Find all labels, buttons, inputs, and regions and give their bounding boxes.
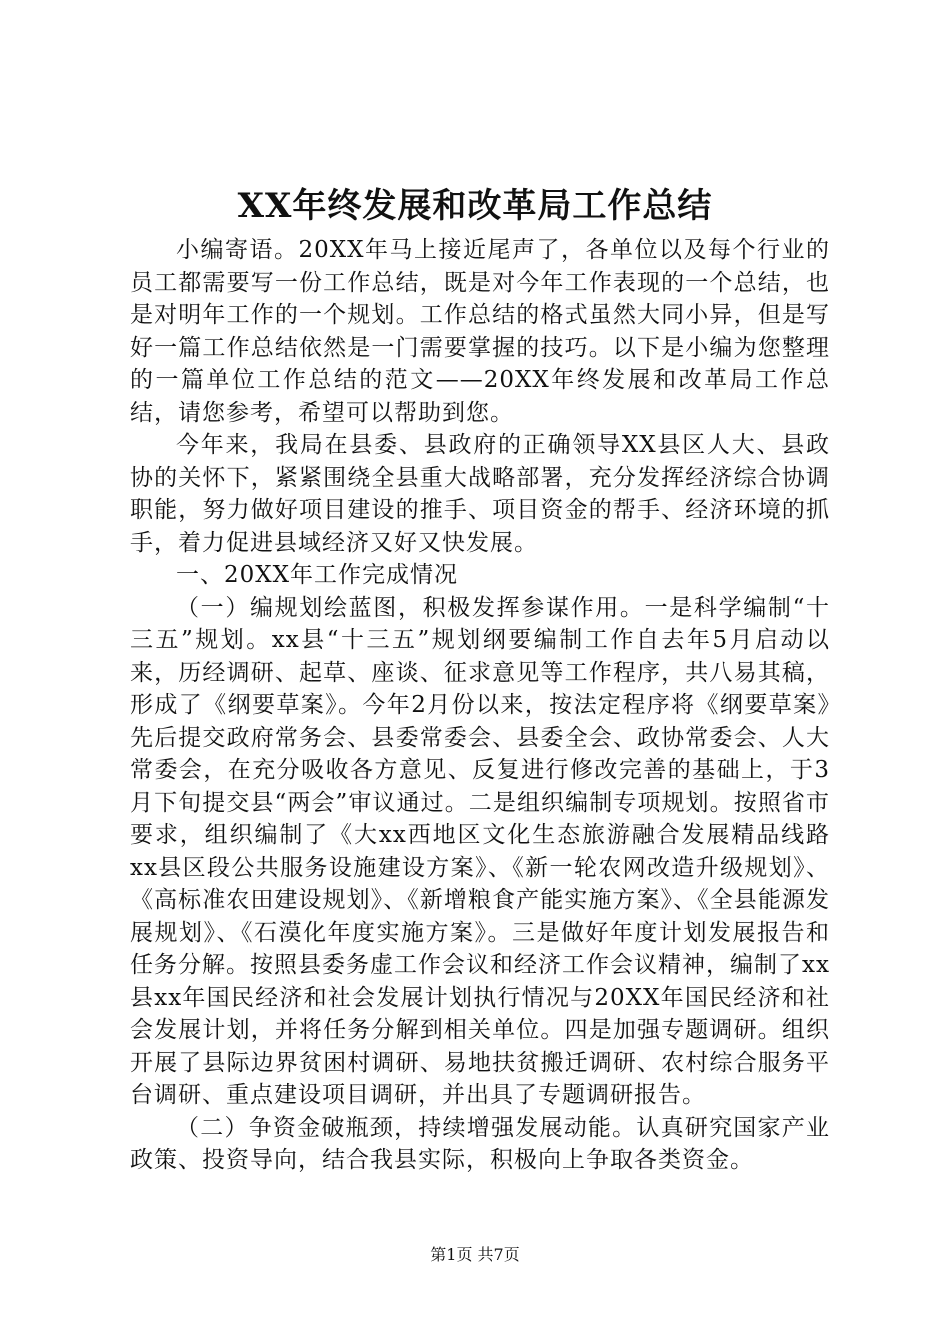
document-body (130, 234, 830, 1177)
section-heading: 一、20XX年工作完成情况 (176, 562, 459, 588)
subsection-1-paragraph: （一）编规划绘蓝图，积极发挥参谋作用。一是科学编制“十三五”规划。xx县“十三五”规划纲要编制工作自去年5月启动以来，历经调研、起草、座谈、征求意见等工作程序，共八易其稿，形成了《纲要草案》。今年2月份以来，按法定程序将《纲要草案》先后提交政府常务会、县委常委会、县委全会、政协常委会、人大常委会，在充分吸收各方意见、反复进行修改完善的基础上，于3月下旬提交县“两会”审议通过。二是组织编制专项规划。按照省市要求，组织编制了《大xx西地区文化生态旅游融合发展精品线路xx县区段公共服务设施建设方案》、《新一轮农网改造升级规划》、《高标准农田建设规划》、《新增粮食产能实施方案》、《全县能源发展规划》、《石漠化年度实施方案》。三是做好年度计划发展报告和任务分解。按照县委务虚工作会议和经济工作会议精神，编制了xx县xx年国民经济和社会发展计划执行情况与20XX年国民经济和社会发展计划，并将任务分解到相关单位。四是加强专题调研。组织开展了县际边界贫困村调研、易地扶贫搬迁调研、农村综合服务平台调研、重点建设项目调研，并出具了专题调研报告。 (130, 594, 830, 1108)
document-title: XX年终发展和改革局工作总结 (237, 186, 713, 226)
overview-paragraph: 今年来，我局在县委、县政府的正确领导XX县区人大、县政协的关怀下，紧紧围绕全县重大战略部署，充分发挥经济综合协调职能，努力做好项目建设的推手、项目资金的帮手、经济环境的抓手，着力促进县域经济又好又快发展。 (130, 432, 830, 556)
intro-paragraph: 小编寄语。20XX年马上接近尾声了，各单位以及每个行业的员工都需要写一份工作总结，既是对今年工作表现的一个总结，也是对明年工作的一个规划。工作总结的格式虽然大同小异，但是写好一篇工作总结依然是一门需要掌握的技巧。以下是小编为您整理的一篇单位工作总结的范文——20XX年终发展和改革局工作总结，请您参考，希望可以帮助到您。 (130, 237, 830, 426)
subsection-2-paragraph: （二）争资金破瓶颈，持续增强发展动能。认真研究国家产业政策、投资导向，结合我县实际，积极向上争取各类资金。 (130, 1114, 830, 1173)
page-number-footer: 第1页 共7页 (430, 1245, 520, 1264)
